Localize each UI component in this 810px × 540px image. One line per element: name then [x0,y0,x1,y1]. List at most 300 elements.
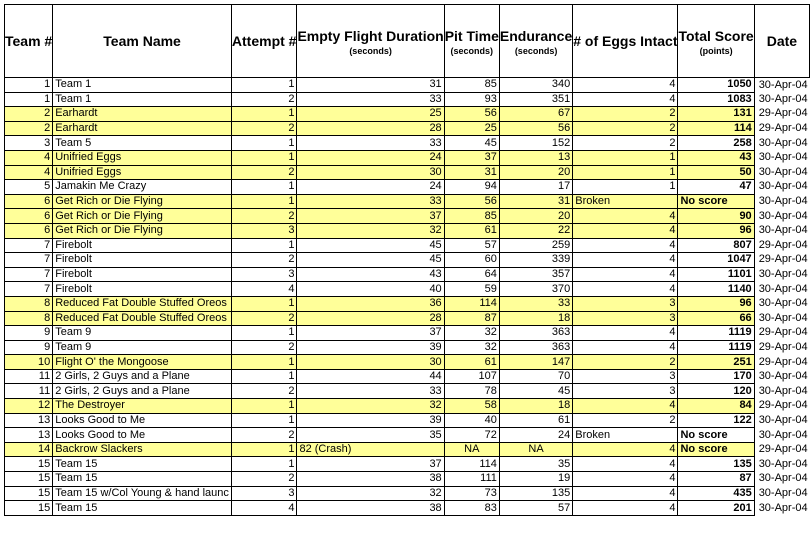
cell-team-name: Jamakin Me Crazy [53,180,232,195]
cell-eggs-intact: 4 [573,486,678,501]
cell-pit-time: 85 [444,209,499,224]
cell-attempt: 2 [231,209,297,224]
cell-date: 30-Apr-04 [758,384,808,397]
cell-pit-time: 59 [444,282,499,297]
cell-team: 4 [5,165,53,180]
table-row [5,209,810,224]
cell-total-score: 87 [678,472,754,487]
cell-pit-time: 107 [444,369,499,384]
cell-team-name: 2 Girls, 2 Guys and a Plane [53,384,232,399]
cell-date: 30-Apr-04 [758,282,808,295]
cell-empty-flight: 24 [297,150,444,165]
cell-empty-flight: 37 [297,209,444,224]
cell-team-name: Team 9 [53,340,232,355]
cell-endurance: 57 [499,501,572,516]
cell-team-name: Reduced Fat Double Stuffed Oreos [53,311,232,326]
cell-total-score: 251 [678,355,754,370]
cell-pit-time: 85 [444,78,499,93]
cell-pit-time: 78 [444,384,499,399]
cell-empty-flight: 28 [297,311,444,326]
cell-endurance: 363 [499,340,572,355]
cell-pit-time: 32 [444,340,499,355]
cell-date: 30-Apr-04 [758,486,808,499]
cell-total-score: 47 [678,180,754,195]
cell-total-score: 131 [678,107,754,122]
cell-team: 11 [5,384,53,399]
cell-endurance: 70 [499,369,572,384]
cell-empty-flight: 44 [297,369,444,384]
cell-total-score: 201 [678,501,754,516]
cell-endurance: 17 [499,180,572,195]
cell-pit-time: 94 [444,180,499,195]
cell-total-score: 96 [678,223,754,238]
cell-endurance: 147 [499,355,572,370]
header-pit-time: Pit Time (seconds) [444,5,499,78]
cell-attempt: 3 [231,267,297,282]
cell-endurance: 19 [499,472,572,487]
cell-team: 14 [5,442,53,457]
cell-date: 29-Apr-04 [758,122,808,135]
cell-endurance: NA [499,442,572,457]
table-row [5,340,810,355]
table-row [5,486,810,501]
cell-team-name: Team 9 [53,326,232,341]
cell-endurance: 33 [499,296,572,311]
cell-endurance: 20 [499,209,572,224]
cell-attempt: 1 [231,136,297,151]
results-table [4,4,810,516]
cell-team: 15 [5,501,53,516]
cell-empty-flight: 82 (Crash) [297,442,444,457]
cell-date: 30-Apr-04 [758,151,808,164]
cell-team-name: Team 5 [53,136,232,151]
cell-eggs-intact: 4 [573,442,678,457]
cell-empty-flight: 38 [297,472,444,487]
cell-attempt: 1 [231,78,297,93]
cell-pit-time: 56 [444,194,499,209]
cell-eggs-intact: 4 [573,399,678,414]
cell-total-score: No score [678,194,754,209]
cell-endurance: 18 [499,399,572,414]
cell-total-score: 1119 [678,326,754,341]
table-row [5,428,810,443]
cell-endurance: 24 [499,428,572,443]
cell-date: 29-Apr-04 [758,238,808,251]
cell-attempt: 2 [231,165,297,180]
cell-team-name: Firebolt [53,238,232,253]
cell-team-name: Firebolt [53,282,232,297]
cell-empty-flight: 33 [297,384,444,399]
table-row [5,121,810,136]
cell-team-name: Firebolt [53,253,232,268]
table-row [5,223,810,238]
cell-attempt: 1 [231,457,297,472]
cell-team-name: Team 1 [53,92,232,107]
table-row [5,267,810,282]
cell-team-name: Team 15 [53,457,232,472]
cell-endurance: 135 [499,486,572,501]
cell-date: 30-Apr-04 [758,413,808,426]
cell-team-name: Get Rich or Die Flying [53,194,232,209]
cell-date: 29-Apr-04 [758,326,808,339]
cell-attempt: 1 [231,180,297,195]
cell-total-score: 1119 [678,340,754,355]
cell-total-score: 807 [678,238,754,253]
cell-team: 8 [5,311,53,326]
table-row [5,253,810,268]
cell-total-score: 1101 [678,267,754,282]
cell-team: 2 [5,107,53,122]
cell-eggs-intact: 3 [573,296,678,311]
cell-date: 30-Apr-04 [758,311,808,324]
cell-team-name: Team 15 w/Col Young & hand launc [53,486,232,501]
cell-eggs-intact: 4 [573,501,678,516]
cell-date: 29-Apr-04 [758,107,808,120]
cell-pit-time: NA [444,442,499,457]
cell-team: 12 [5,399,53,414]
header-team: Team # [5,5,53,78]
cell-attempt: 1 [231,238,297,253]
cell-eggs-intact: 4 [573,238,678,253]
table-row [5,136,810,151]
cell-date: 29-Apr-04 [758,340,808,353]
table-row [5,165,810,180]
cell-eggs-intact: Broken [573,194,678,209]
cell-pit-time: 32 [444,326,499,341]
cell-date: 30-Apr-04 [758,370,808,383]
cell-empty-flight: 39 [297,413,444,428]
cell-date: 30-Apr-04 [758,209,808,222]
cell-endurance: 357 [499,267,572,282]
cell-pit-time: 40 [444,413,499,428]
cell-endurance: 35 [499,457,572,472]
cell-date: 30-Apr-04 [758,92,808,105]
cell-pit-time: 87 [444,311,499,326]
cell-team: 1 [5,92,53,107]
cell-total-score: 50 [678,165,754,180]
cell-eggs-intact: 4 [573,457,678,472]
cell-empty-flight: 24 [297,180,444,195]
cell-eggs-intact: 4 [573,223,678,238]
table-row [5,150,810,165]
cell-empty-flight: 33 [297,136,444,151]
cell-team: 1 [5,78,53,93]
cell-date: 30-Apr-04 [758,165,808,178]
cell-team-name: Firebolt [53,267,232,282]
cell-attempt: 2 [231,121,297,136]
cell-pit-time: 64 [444,267,499,282]
cell-date: 30-Apr-04 [758,224,808,237]
cell-total-score: 96 [678,296,754,311]
cell-team: 6 [5,223,53,238]
table-row [5,399,810,414]
cell-eggs-intact: 4 [573,253,678,268]
table-row [5,472,810,487]
table-row [5,501,810,516]
cell-team-name: Earhardt [53,121,232,136]
header-endurance: Endurance (seconds) [499,5,572,78]
cell-date: 30-Apr-04 [758,501,808,514]
cell-attempt: 1 [231,442,297,457]
cell-team-name: 2 Girls, 2 Guys and a Plane [53,369,232,384]
cell-team-name: Flight O' the Mongoose [53,355,232,370]
cell-team: 4 [5,150,53,165]
cell-endurance: 259 [499,238,572,253]
header-eggs-intact: # of Eggs Intact [573,5,678,78]
table-row [5,442,810,457]
header-date: Date [754,5,809,78]
cell-attempt: 2 [231,428,297,443]
cell-team-name: Unifried Eggs [53,150,232,165]
cell-attempt: 2 [231,253,297,268]
cell-endurance: 20 [499,165,572,180]
cell-empty-flight: 45 [297,238,444,253]
cell-empty-flight: 31 [297,78,444,93]
header-team-name: Team Name [53,5,232,78]
cell-total-score: 1047 [678,253,754,268]
cell-empty-flight: 30 [297,165,444,180]
cell-empty-flight: 33 [297,92,444,107]
cell-team: 7 [5,267,53,282]
cell-date: 30-Apr-04 [758,180,808,193]
cell-endurance: 18 [499,311,572,326]
cell-team: 13 [5,428,53,443]
cell-attempt: 1 [231,369,297,384]
cell-pit-time: 60 [444,253,499,268]
cell-team-name: Looks Good to Me [53,413,232,428]
cell-total-score: 258 [678,136,754,151]
cell-team: 7 [5,253,53,268]
cell-team: 7 [5,238,53,253]
cell-eggs-intact: Broken [573,428,678,443]
header-total-score: Total Score (points) [678,5,754,78]
cell-team: 9 [5,326,53,341]
cell-team: 15 [5,472,53,487]
cell-empty-flight: 45 [297,253,444,268]
cell-attempt: 2 [231,311,297,326]
cell-empty-flight: 33 [297,194,444,209]
cell-total-score: 120 [678,384,754,399]
cell-date: 30-Apr-04 [758,136,808,149]
cell-attempt: 2 [231,92,297,107]
cell-team-name: Team 1 [53,78,232,93]
cell-endurance: 152 [499,136,572,151]
cell-total-score: 135 [678,457,754,472]
cell-total-score: 66 [678,311,754,326]
cell-team: 10 [5,355,53,370]
table-row [5,107,810,122]
cell-date: 30-Apr-04 [758,457,808,470]
cell-team: 6 [5,194,53,209]
cell-total-score: 90 [678,209,754,224]
table-row [5,282,810,297]
cell-date: 30-Apr-04 [758,472,808,485]
cell-team: 9 [5,340,53,355]
table-row [5,92,810,107]
cell-attempt: 3 [231,486,297,501]
table-row [5,311,810,326]
cell-attempt: 1 [231,326,297,341]
cell-team-name: Get Rich or Die Flying [53,223,232,238]
cell-total-score: 1050 [678,78,754,93]
cell-endurance: 13 [499,150,572,165]
cell-empty-flight: 32 [297,486,444,501]
cell-team-name: Reduced Fat Double Stuffed Oreos [53,296,232,311]
header-row [5,5,810,78]
cell-date: 30-Apr-04 [758,268,808,281]
cell-team-name: Team 15 [53,501,232,516]
cell-pit-time: 56 [444,107,499,122]
cell-date: 29-Apr-04 [758,399,808,412]
cell-pit-time: 72 [444,428,499,443]
cell-pit-time: 61 [444,355,499,370]
table-row [5,296,810,311]
cell-empty-flight: 37 [297,457,444,472]
cell-pit-time: 61 [444,223,499,238]
cell-total-score: 435 [678,486,754,501]
cell-eggs-intact: 2 [573,413,678,428]
cell-pit-time: 111 [444,472,499,487]
cell-attempt: 2 [231,340,297,355]
cell-eggs-intact: 2 [573,121,678,136]
cell-eggs-intact: 4 [573,472,678,487]
cell-eggs-intact: 3 [573,369,678,384]
cell-total-score: 122 [678,413,754,428]
cell-eggs-intact: 4 [573,92,678,107]
cell-attempt: 4 [231,501,297,516]
cell-date: 29-Apr-04 [758,253,808,266]
cell-pit-time: 37 [444,150,499,165]
cell-date: 30-Apr-04 [758,195,808,208]
cell-attempt: 2 [231,472,297,487]
cell-attempt: 3 [231,223,297,238]
cell-pit-time: 57 [444,238,499,253]
cell-attempt: 1 [231,399,297,414]
cell-pit-time: 31 [444,165,499,180]
cell-total-score: 43 [678,150,754,165]
cell-eggs-intact: 1 [573,180,678,195]
cell-team: 15 [5,457,53,472]
cell-team: 13 [5,413,53,428]
cell-date: 29-Apr-04 [758,355,808,368]
cell-team: 5 [5,180,53,195]
table-row [5,413,810,428]
cell-eggs-intact: 1 [573,165,678,180]
cell-endurance: 351 [499,92,572,107]
cell-team-name: Unifried Eggs [53,165,232,180]
cell-empty-flight: 32 [297,399,444,414]
cell-eggs-intact: 4 [573,282,678,297]
table-row [5,238,810,253]
cell-empty-flight: 35 [297,428,444,443]
cell-eggs-intact: 1 [573,150,678,165]
table-row [5,384,810,399]
cell-attempt: 1 [231,194,297,209]
cell-pit-time: 58 [444,399,499,414]
table-row [5,180,810,195]
table-row [5,194,810,209]
cell-empty-flight: 36 [297,296,444,311]
cell-team-name: Looks Good to Me [53,428,232,443]
cell-eggs-intact: 4 [573,267,678,282]
cell-attempt: 1 [231,355,297,370]
cell-endurance: 61 [499,413,572,428]
header-empty-flight: Empty Flight Duration (seconds) [297,5,444,78]
cell-empty-flight: 40 [297,282,444,297]
cell-team: 7 [5,282,53,297]
cell-endurance: 31 [499,194,572,209]
cell-total-score: 114 [678,121,754,136]
cell-team: 2 [5,121,53,136]
cell-attempt: 2 [231,384,297,399]
cell-pit-time: 114 [444,457,499,472]
cell-date: 30-Apr-04 [758,428,808,441]
table-row [5,355,810,370]
cell-endurance: 67 [499,107,572,122]
cell-pit-time: 114 [444,296,499,311]
cell-team: 6 [5,209,53,224]
cell-empty-flight: 43 [297,267,444,282]
cell-team: 3 [5,136,53,151]
cell-eggs-intact: 4 [573,209,678,224]
cell-team-name: The Destroyer [53,399,232,414]
cell-pit-time: 45 [444,136,499,151]
cell-attempt: 1 [231,107,297,122]
cell-team-name: Backrow Slackers [53,442,232,457]
cell-total-score: No score [678,442,754,457]
cell-empty-flight: 28 [297,121,444,136]
cell-endurance: 45 [499,384,572,399]
cell-team-name: Team 15 [53,472,232,487]
cell-endurance: 339 [499,253,572,268]
cell-total-score: 170 [678,369,754,384]
table-row [5,457,810,472]
cell-team-name: Earhardt [53,107,232,122]
cell-attempt: 1 [231,150,297,165]
cell-date: 30-Apr-04 [758,78,808,91]
cell-total-score: 1083 [678,92,754,107]
cell-date: 29-Apr-04 [758,443,808,456]
cell-attempt: 1 [231,413,297,428]
cell-pit-time: 25 [444,121,499,136]
cell-total-score: 1140 [678,282,754,297]
header-attempt: Attempt # [231,5,297,78]
cell-endurance: 363 [499,326,572,341]
cell-eggs-intact: 4 [573,326,678,341]
cell-eggs-intact: 3 [573,311,678,326]
cell-attempt: 4 [231,282,297,297]
cell-empty-flight: 39 [297,340,444,355]
cell-eggs-intact: 2 [573,107,678,122]
cell-attempt: 1 [231,296,297,311]
cell-date: 30-Apr-04 [758,297,808,310]
cell-empty-flight: 25 [297,107,444,122]
cell-total-score: 84 [678,399,754,414]
table-row [5,78,810,93]
cell-team: 11 [5,369,53,384]
cell-endurance: 56 [499,121,572,136]
cell-eggs-intact: 4 [573,78,678,93]
cell-empty-flight: 38 [297,501,444,516]
table-row [5,326,810,341]
cell-empty-flight: 32 [297,223,444,238]
cell-endurance: 22 [499,223,572,238]
cell-eggs-intact: 2 [573,136,678,151]
cell-empty-flight: 37 [297,326,444,341]
cell-eggs-intact: 3 [573,384,678,399]
cell-team: 8 [5,296,53,311]
table-row [5,369,810,384]
